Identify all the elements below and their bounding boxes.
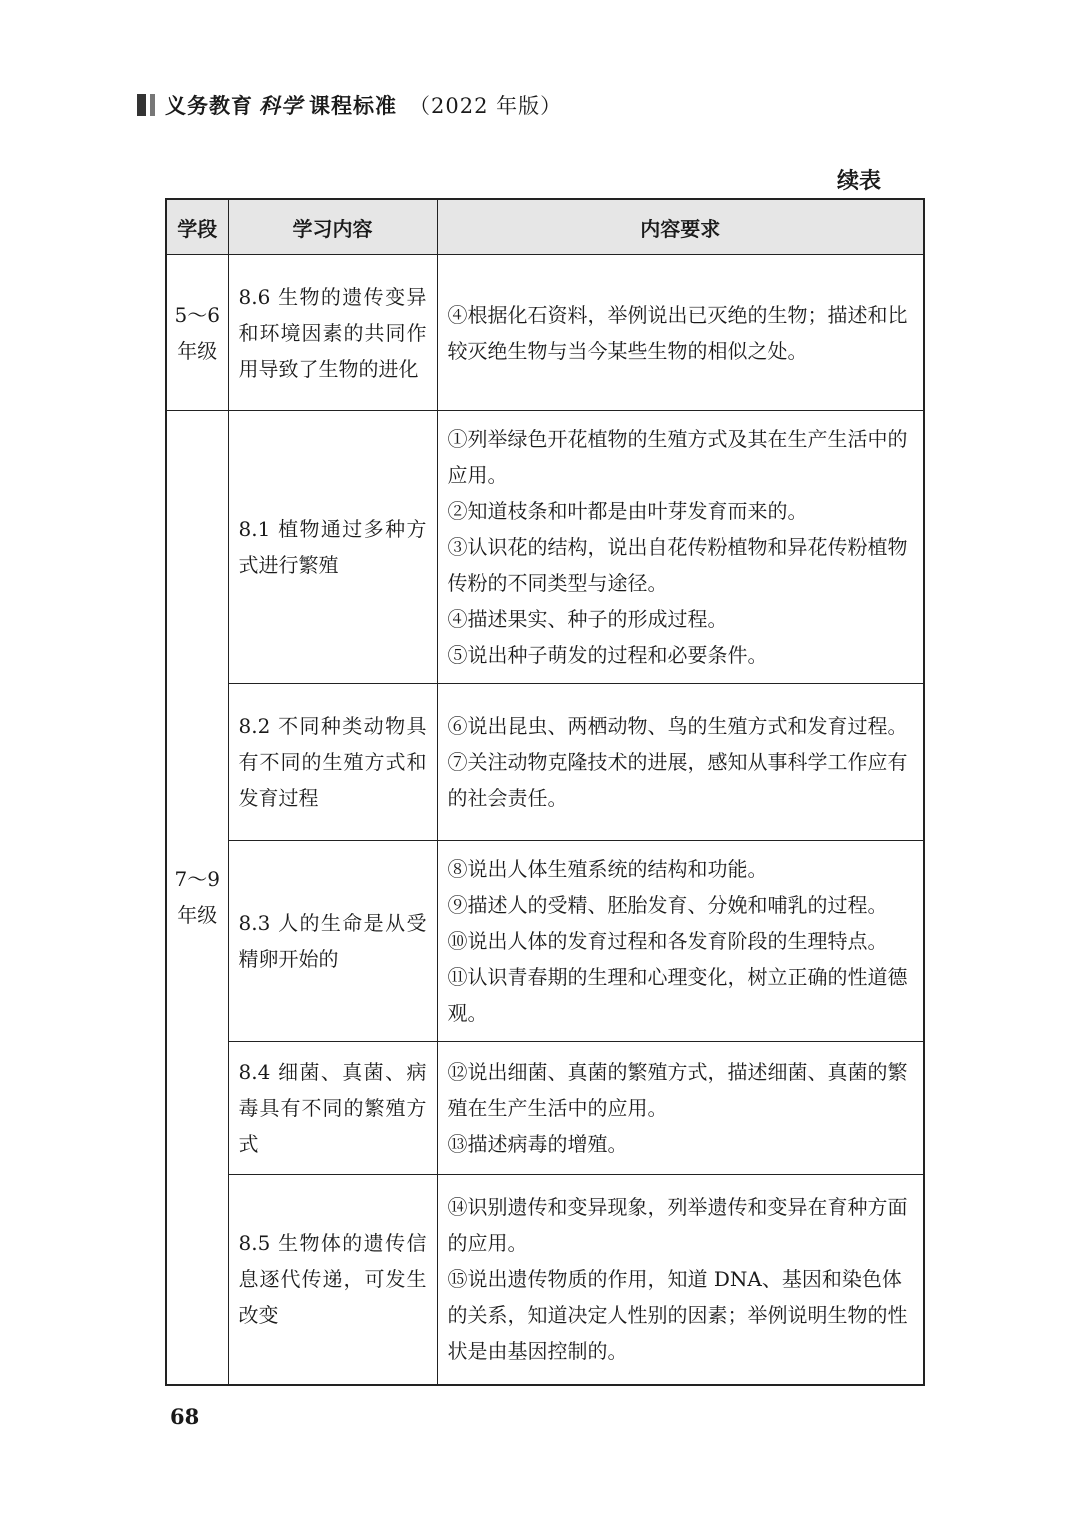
header-title	[165, 90, 562, 120]
requirements-cell	[437, 841, 924, 1042]
requirement-item: ⑬描述病毒的增殖。	[447, 1132, 628, 1156]
content-cell: 8.4 细菌、真菌、病毒具有不同的繁殖方式	[228, 1042, 437, 1175]
stage-label: 5～6	[174, 302, 220, 327]
content-cell: 8.6 生物的遗传变异和环境因素的共同作用导致了生物的进化	[228, 255, 437, 411]
requirement-item: ⑨描述人的受精、胚胎发育、分娩和哺乳的过程。	[447, 893, 888, 917]
stage-label: 7～9	[174, 867, 220, 892]
page-number: 68	[170, 1404, 200, 1429]
stage-label: 年级	[177, 903, 218, 928]
continued-label: 续表	[836, 169, 881, 194]
requirements-cell	[437, 411, 924, 684]
requirement-item: ⑥说出昆虫、两栖动物、鸟的生殖方式和发育过程。	[447, 714, 908, 738]
stage-label: 年级	[177, 338, 218, 363]
header-content: 学习内容	[228, 199, 437, 255]
header-title-a: 义务教育	[165, 94, 253, 118]
table-row	[166, 1042, 924, 1175]
table-row	[166, 1175, 924, 1385]
requirement-item: ③认识花的结构，说出自花传粉植物和异花传粉植物传粉的不同类型与途径。	[447, 535, 908, 595]
header-stage: 学段	[166, 199, 228, 255]
content-cell: 8.2 不同种类动物具有不同的生殖方式和发育过程	[228, 684, 437, 841]
content-cell: 8.3 人的生命是从受精卵开始的	[228, 841, 437, 1042]
requirements-cell	[437, 255, 924, 411]
requirement-item: ⑭识别遗传和变异现象，列举遗传和变异在育种方面的应用。	[447, 1195, 908, 1256]
requirement-item: ④描述果实、种子的形成过程。	[447, 607, 728, 631]
header-title-italic: 科学	[259, 93, 303, 118]
running-header	[137, 90, 562, 120]
table-header-row	[166, 199, 924, 255]
content-cell: 8.5 生物体的遗传信息逐代传递，可发生改变	[228, 1175, 437, 1385]
stage-cell	[166, 255, 228, 411]
requirement-item: ⑩说出人体的发育过程和各发育阶段的生理特点。	[447, 929, 888, 953]
requirement-item: ⑧说出人体生殖系统的结构和功能。	[447, 857, 768, 881]
header-title-b: 课程标准	[309, 94, 397, 118]
requirement-item: ①列举绿色开花植物的生殖方式及其在生产生活中的应用。	[447, 427, 908, 487]
requirement-item: ⑮说出遗传物质的作用，知道 DNA、基因和染色体的关系，知道决定人性别的因素；举例说明生物的性状是由基因控制的。	[447, 1267, 908, 1364]
requirements-cell	[437, 1175, 924, 1385]
requirements-cell	[437, 1042, 924, 1175]
requirement-item: ⑪认识青春期的生理和心理变化，树立正确的性道德观。	[447, 965, 908, 1025]
table-row	[166, 684, 924, 841]
stage-cell	[166, 411, 228, 1385]
requirement-item: ⑤说出种子萌发的过程和必要条件。	[447, 643, 768, 667]
table-row	[166, 411, 924, 684]
requirement-item: ④根据化石资料，举例说出已灭绝的生物；描述和比较灭绝生物与当今某些生物的相似之处。	[447, 302, 908, 363]
requirement-item: ②知道枝条和叶都是由叶芽发育而来的。	[447, 499, 808, 523]
requirements-cell	[437, 684, 924, 841]
requirement-item: ⑦关注动物克隆技术的进展，感知从事科学工作应有的社会责任。	[447, 750, 908, 810]
content-cell: 8.1 植物通过多种方式进行繁殖	[228, 411, 437, 684]
header-bars-icon	[137, 94, 155, 116]
table-row	[166, 255, 924, 411]
header-year: （2022 年版）	[409, 94, 563, 118]
table-row	[166, 841, 924, 1042]
requirement-item: ⑫说出细菌、真菌的繁殖方式，描述细菌、真菌的繁殖在生产生活中的应用。	[447, 1060, 908, 1120]
header-requirements: 内容要求	[437, 199, 924, 255]
curriculum-table	[165, 198, 925, 1386]
